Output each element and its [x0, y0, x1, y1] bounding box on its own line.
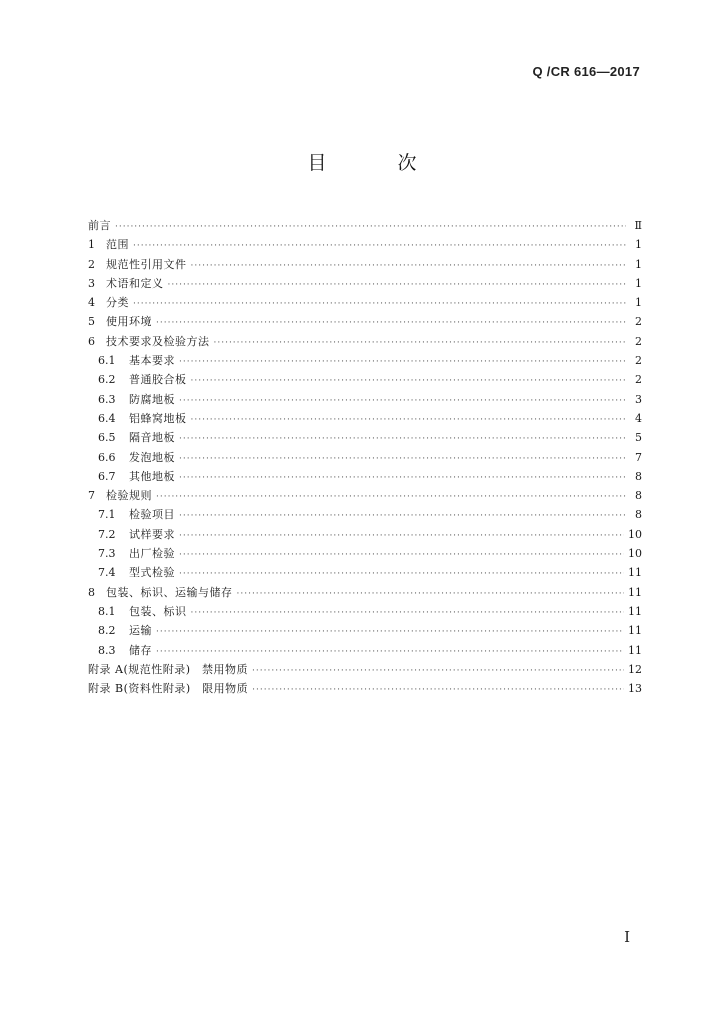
toc-entry-page: 2: [635, 315, 642, 329]
toc-leader-dots: [179, 507, 626, 526]
toc-entry-page: 8: [635, 508, 642, 522]
toc-entry-page: 2: [635, 354, 642, 368]
table-of-contents: [88, 216, 642, 698]
toc-entry[interactable]: [88, 583, 642, 602]
toc-entry-number: 7.4: [98, 566, 116, 580]
toc-entry-page: 11: [628, 585, 642, 599]
toc-entry[interactable]: [88, 679, 642, 698]
toc-leader-dots: [179, 565, 624, 584]
toc-entry-page: 11: [628, 643, 642, 657]
toc-leader-dots: [156, 488, 626, 507]
toc-entry-number: 8: [88, 585, 95, 599]
toc-leader-dots: [115, 218, 626, 237]
toc-entry-number: 6.4: [98, 411, 116, 425]
toc-entry-page: 1: [635, 296, 642, 310]
toc-entry-number: 6.6: [98, 450, 116, 464]
toc-entry[interactable]: [88, 602, 642, 621]
toc-entry[interactable]: [88, 544, 642, 563]
toc-entry-label: 规范性引用文件: [106, 257, 187, 271]
toc-entry-label: 前言: [88, 219, 111, 232]
toc-entry-label: 发泡地板: [129, 450, 175, 464]
toc-entry-page: 7: [635, 450, 642, 464]
toc-entry[interactable]: [88, 525, 642, 544]
toc-entry-page: 2: [635, 373, 642, 387]
toc-entry-page: 1: [635, 257, 642, 271]
toc-entry-label: 防腐地板: [129, 392, 175, 406]
toc-entry[interactable]: [88, 370, 642, 389]
toc-entry-page: Ⅱ: [634, 219, 642, 232]
toc-entry-label: 范围: [106, 238, 129, 252]
toc-entry-page: 11: [628, 624, 642, 638]
toc-entry-page: 3: [635, 392, 642, 406]
toc-entry[interactable]: [88, 660, 642, 679]
toc-entry-label: 运输: [129, 624, 152, 638]
toc-entry-page: 11: [628, 604, 642, 618]
toc-entry-label: 出厂检验: [129, 547, 175, 561]
toc-entry[interactable]: [88, 235, 642, 254]
toc-entry-number: 7.3: [98, 547, 116, 561]
toc-entry[interactable]: [88, 409, 642, 428]
toc-entry-page: 10: [628, 527, 642, 541]
toc-entry-page: 8: [635, 489, 642, 503]
toc-entry[interactable]: [88, 390, 642, 409]
toc-entry-label: 包装、标识: [129, 604, 187, 618]
toc-entry-label: 检验项目: [129, 508, 175, 522]
toc-entry-number: 8.2: [98, 624, 116, 638]
toc-leader-dots: [191, 411, 627, 430]
toc-entry[interactable]: [88, 505, 642, 524]
toc-entry-number: 7.2: [98, 527, 116, 541]
toc-entry-label: 包装、标识、运输与储存: [106, 585, 233, 599]
toc-entry-number: 8.1: [98, 604, 116, 618]
toc-leader-dots: [191, 257, 627, 276]
toc-leader-dots: [214, 334, 627, 353]
toc-leader-dots: [133, 295, 626, 314]
toc-entry-page: 12: [628, 662, 642, 676]
toc-entry-number: 7: [88, 489, 95, 503]
toc-leader-dots: [179, 546, 624, 565]
toc-entry-label: 基本要求: [129, 354, 175, 368]
toc-entry-number: 6.5: [98, 431, 116, 445]
toc-entry-page: 2: [635, 334, 642, 348]
toc-entry-label: 普通胶合板: [129, 373, 187, 387]
toc-entry[interactable]: [88, 255, 642, 274]
toc-entry-page: 4: [635, 411, 642, 425]
standard-code: Q /CR 616—2017: [532, 64, 640, 79]
toc-entry-label: 技术要求及检验方法: [106, 334, 210, 348]
toc-leader-dots: [237, 585, 625, 604]
toc-entry-number: 8.3: [98, 643, 116, 657]
toc-leader-dots: [252, 662, 624, 681]
toc-entry-number: 4: [88, 296, 95, 310]
toc-entry-page: 5: [635, 431, 642, 445]
toc-entry-page: 1: [635, 276, 642, 290]
toc-entry-number: 6.1: [98, 354, 116, 368]
toc-entry-number: 5: [88, 315, 95, 329]
toc-leader-dots: [252, 681, 624, 700]
toc-leader-dots: [179, 527, 624, 546]
toc-entry-label: 使用环境: [106, 315, 152, 329]
toc-leader-dots: [179, 353, 626, 372]
toc-entry-label: 型式检验: [129, 566, 175, 580]
toc-leader-dots: [156, 623, 624, 642]
toc-leader-dots: [179, 430, 626, 449]
toc-leader-dots: [179, 450, 626, 469]
toc-entry-number: 7.1: [98, 508, 116, 522]
toc-leader-dots: [179, 469, 626, 488]
toc-leader-dots: [133, 237, 626, 256]
toc-leader-dots: [191, 604, 625, 623]
toc-entry-number: 6.2: [98, 373, 116, 387]
toc-leader-dots: [156, 314, 626, 333]
toc-entry-label: 附录 B(资料性附录) 限用物质: [88, 682, 249, 696]
toc-entry-label: 附录 A(规范性附录) 禁用物质: [88, 662, 249, 676]
toc-entry[interactable]: [88, 563, 642, 582]
toc-entry-page: 8: [635, 469, 642, 483]
toc-entry[interactable]: [88, 293, 642, 312]
toc-leader-dots: [179, 392, 626, 411]
toc-entry-page: 10: [628, 547, 642, 561]
toc-entry-label: 分类: [106, 296, 129, 310]
toc-entry-number: 1: [88, 238, 95, 252]
toc-entry[interactable]: [88, 274, 642, 293]
toc-entry-number: 6.7: [98, 469, 116, 483]
toc-entry-label: 试样要求: [129, 527, 175, 541]
toc-entry-number: 2: [88, 257, 95, 271]
toc-entry[interactable]: [88, 428, 642, 447]
toc-entry[interactable]: [88, 621, 642, 640]
toc-entry-label: 术语和定义: [106, 276, 164, 290]
toc-entry[interactable]: [88, 467, 642, 486]
toc-entry[interactable]: [88, 448, 642, 467]
toc-entry-number: 6.3: [98, 392, 116, 406]
toc-entry[interactable]: [88, 486, 642, 505]
toc-entry-label: 隔音地板: [129, 431, 175, 445]
toc-entry-label: 其他地板: [129, 469, 175, 483]
toc-entry[interactable]: [88, 216, 642, 235]
toc-entry[interactable]: [88, 332, 642, 351]
toc-entry-number: 6: [88, 334, 95, 348]
toc-entry[interactable]: [88, 351, 642, 370]
toc-entry-label: 储存: [129, 643, 152, 657]
toc-entry-page: 1: [635, 238, 642, 252]
toc-entry-page: 13: [628, 682, 642, 696]
page-title: 目 次: [307, 152, 443, 174]
toc-entry-number: 3: [88, 276, 95, 290]
toc-entry-label: 铝蜂窝地板: [129, 411, 187, 425]
toc-entry-label: 检验规则: [106, 489, 152, 503]
toc-entry[interactable]: [88, 641, 642, 660]
toc-entry-page: 11: [628, 566, 642, 580]
page-number: I: [624, 928, 630, 946]
toc-leader-dots: [168, 276, 627, 295]
toc-entry[interactable]: [88, 312, 642, 331]
toc-leader-dots: [191, 372, 627, 391]
